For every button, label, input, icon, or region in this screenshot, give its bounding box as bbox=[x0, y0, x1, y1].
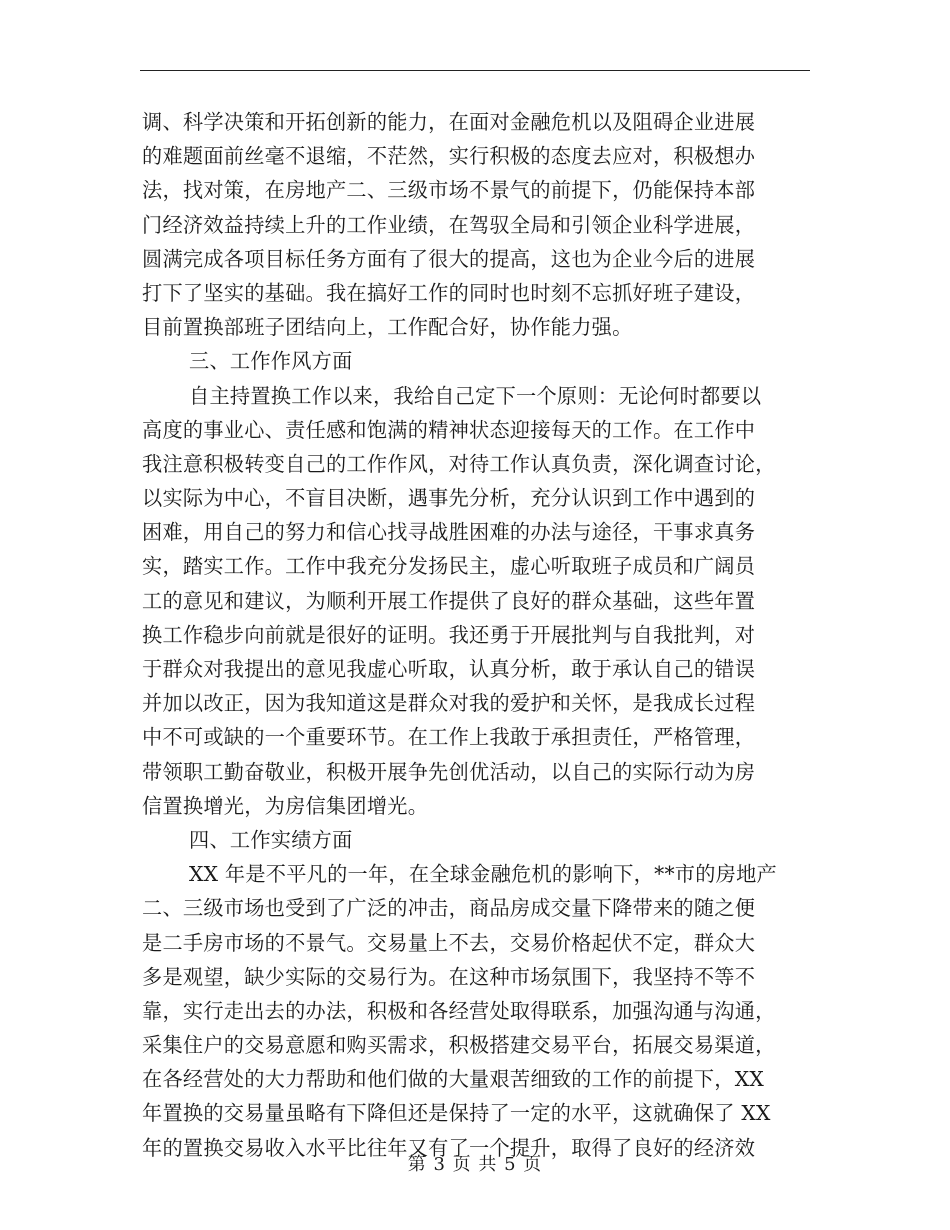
text-line: 高度的事业心、责任感和饱满的精神状态迎接每天的工作。在工作中 bbox=[142, 417, 756, 442]
text-line: 采集住户的交易意愿和购买需求，积极搭建交易平台，拓展交易渠道， bbox=[142, 1033, 776, 1058]
text-line: 换工作稳步向前就是很好的证明。我还勇于开展批判与自我批判，对 bbox=[142, 622, 756, 647]
text-line: 工的意见和建议，为顺利开展工作提供了良好的群众基础，这些年置 bbox=[142, 588, 756, 613]
text-line: 法，找对策，在房地产二、三级市场不景气的前提下，仍能保持本部 bbox=[142, 178, 756, 203]
text-line: 带领职工勤奋敬业，积极开展争先创优活动，以自己的实际行动为房 bbox=[142, 759, 756, 784]
text-line: 于群众对我提出的意见我虚心听取，认真分析，敢于承认自己的错误 bbox=[142, 657, 756, 681]
text-line: 年的置换交易收入水平比往年又有了一个提升，取得了良好的经济效 bbox=[142, 1135, 756, 1160]
text-line: 是二手房市场的不景气。交易量上不去，交易价格起伏不定，群众大 bbox=[142, 930, 756, 955]
text-line: 的难题面前丝毫不退缩，不茫然，实行积极的态度去应对，积极想办 bbox=[142, 144, 756, 169]
body-text bbox=[142, 105, 812, 1165]
text-line: 我注意积极转变自己的工作作风，对待工作认真负责，深化调查讨论， bbox=[142, 451, 776, 476]
text-line: 门经济效益持续上升的工作业绩，在驾驭全局和引领企业科学进展， bbox=[142, 212, 756, 237]
text-line: 多是观望，缺少实际的交易行为。在这种市场氛围下，我坚持不等不 bbox=[142, 964, 756, 989]
header-rule bbox=[140, 70, 810, 71]
text-line: 自主持置换工作以来，我给自己定下一个原则：无论何时都要以 bbox=[189, 383, 762, 408]
text-line: 三、工作作风方面 bbox=[189, 349, 353, 374]
text-line: 圆满完成各项目标任务方面有了很大的提高，这也为企业今后的进展 bbox=[142, 246, 756, 271]
text-line: 实，踏实工作。工作中我充分发扬民主，虚心听取班子成员和广阔员 bbox=[142, 554, 756, 579]
text-line: 以实际为中心，不盲目决断，遇事先分析，充分认识到工作中遇到的 bbox=[142, 486, 756, 511]
text-line: 在各经营处的大力帮助和他们做的大量艰苦细致的工作的前提下，XX bbox=[142, 1067, 764, 1092]
text-line: 四、工作实绩方面 bbox=[189, 827, 353, 852]
text-line: 困难，用自己的努力和信心找寻战胜困难的办法与途径，干事求真务 bbox=[142, 520, 756, 545]
text-line: 年置换的交易量虽略有下降但还是保持了一定的水平，这就确保了 XX bbox=[142, 1101, 771, 1126]
text-line: 靠，实行走出去的办法，积极和各经营处取得联系，加强沟通与沟通， bbox=[142, 998, 776, 1023]
text-line: XX 年是不平凡的一年，在全球金融危机的影响下，**市的房地产 bbox=[189, 862, 777, 887]
text-line: 二、三级市场也受到了广泛的冲击，商品房成交量下降带来的随之便 bbox=[142, 896, 756, 921]
page-footer: 第 3 页 共 5 页 bbox=[407, 1154, 543, 1175]
text-line: 目前置换部班子团结向上，工作配合好，协作能力强。 bbox=[142, 315, 633, 340]
text-line: 中不可或缺的一个重要环节。在工作上我敢于承担责任，严格管理， bbox=[142, 725, 756, 750]
text-line: 信置换增光，为房信集团增光。 bbox=[142, 793, 429, 818]
text-line: 并加以改正，因为我知道这是群众对我的爱护和关怀，是我成长过程 bbox=[142, 691, 756, 716]
text-line: 打下了坚实的基础。我在搞好工作的同时也时刻不忘抓好班子建设， bbox=[142, 280, 756, 305]
text-line: 调、科学决策和开拓创新的能力，在面对金融危机以及阻碍企业进展 bbox=[142, 110, 756, 134]
